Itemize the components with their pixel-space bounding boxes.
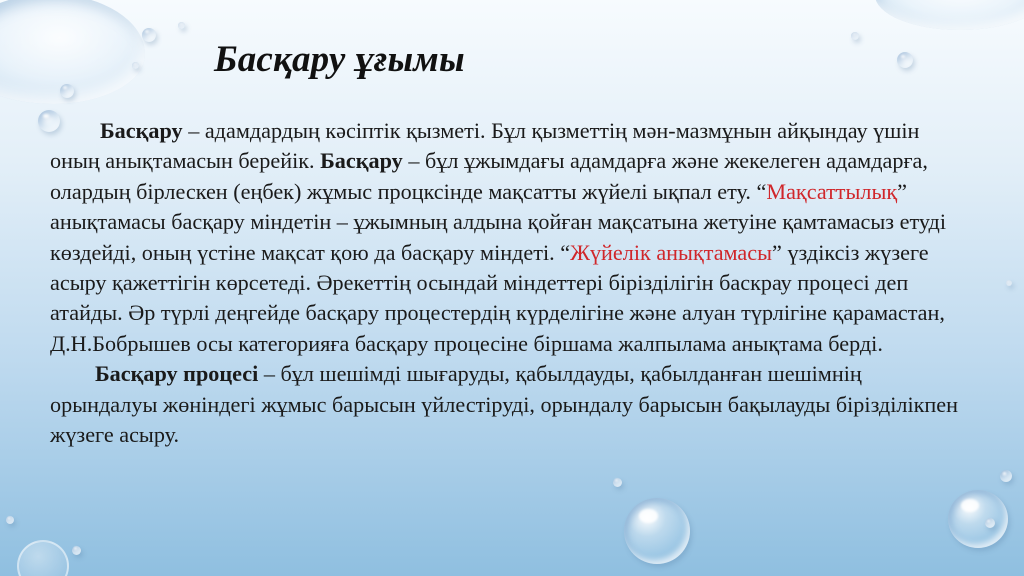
term-baskaru-procesi: Басқару процесі (95, 361, 259, 387)
water-drop-decoration (875, 0, 1024, 30)
water-drop-decoration (178, 22, 185, 29)
paragraph-text: ” анықтамасы басқару міндетін – ұжымның алдына қойған мақсатына жетуіне қамтамасыз етуді көздейді, оның үстіне мақсат қою да басқару міндеті. “ (50, 178, 947, 265)
paragraph-text: – адамдардың кәсіптік қызметі. Бұл қызметтің мән-мазмұнын айқындау үшін оның анықтамасын берейік. (50, 118, 920, 174)
paragraph-definition (50, 116, 970, 359)
highlight-maksattylyk: Мақсаттылық (766, 178, 898, 204)
water-drop-decoration (851, 32, 859, 40)
slide-body (50, 116, 970, 450)
water-drop-decoration (17, 540, 69, 576)
water-drop-decoration (132, 62, 139, 69)
water-drop-decoration (1006, 280, 1012, 286)
term-baskaru: Басқару (100, 118, 183, 143)
paragraph-text: ” үздіксіз жүзеге асыру қажеттігін көрсетеді. Әрекеттің осындай міндеттері біріздiлiгiн баскрау процесі деп атайды. Әр түрлі деңгейде басқару процестердің күрделігіне және алуан түрлігіне қарамастан, Д.Н.Бобрышев осы категорияға басқару процесіне біршама жалпылама анықтама берді. (50, 239, 945, 356)
slide-title: Басқару ұғымы (214, 39, 465, 80)
highlight-zhuyelik: Жүйелік анықтамасы (570, 239, 773, 265)
paragraph-text: – бұл ұжымдағы адамдарға және жекелеген адамдарға, олардың бірлескен (еңбек) жұмыс процксінде мақсатты жүйелі ықпал ету. “ (50, 148, 928, 204)
water-drop-decoration (60, 84, 74, 98)
water-drop-decoration (142, 28, 156, 42)
water-drop-decoration (897, 52, 913, 68)
water-drop-decoration (1000, 470, 1012, 482)
water-drop-decoration (613, 478, 622, 487)
paragraph-process (50, 359, 970, 450)
water-drop-decoration (72, 546, 81, 555)
water-drop-decoration (624, 498, 690, 564)
water-drop-decoration (948, 490, 1008, 548)
water-drop-decoration (6, 516, 14, 524)
term-baskaru: Басқару (320, 148, 403, 174)
paragraph-text: – бұл шешімді шығаруды, қабылдауды, қабылданған шешімнің орындалуы жөніндегі жұмыс барысын үйлестіруді, орындалу барысын бақылауды біріздiлiкпен жүзеге асыру. (50, 361, 958, 448)
water-drop-decoration (985, 518, 995, 528)
